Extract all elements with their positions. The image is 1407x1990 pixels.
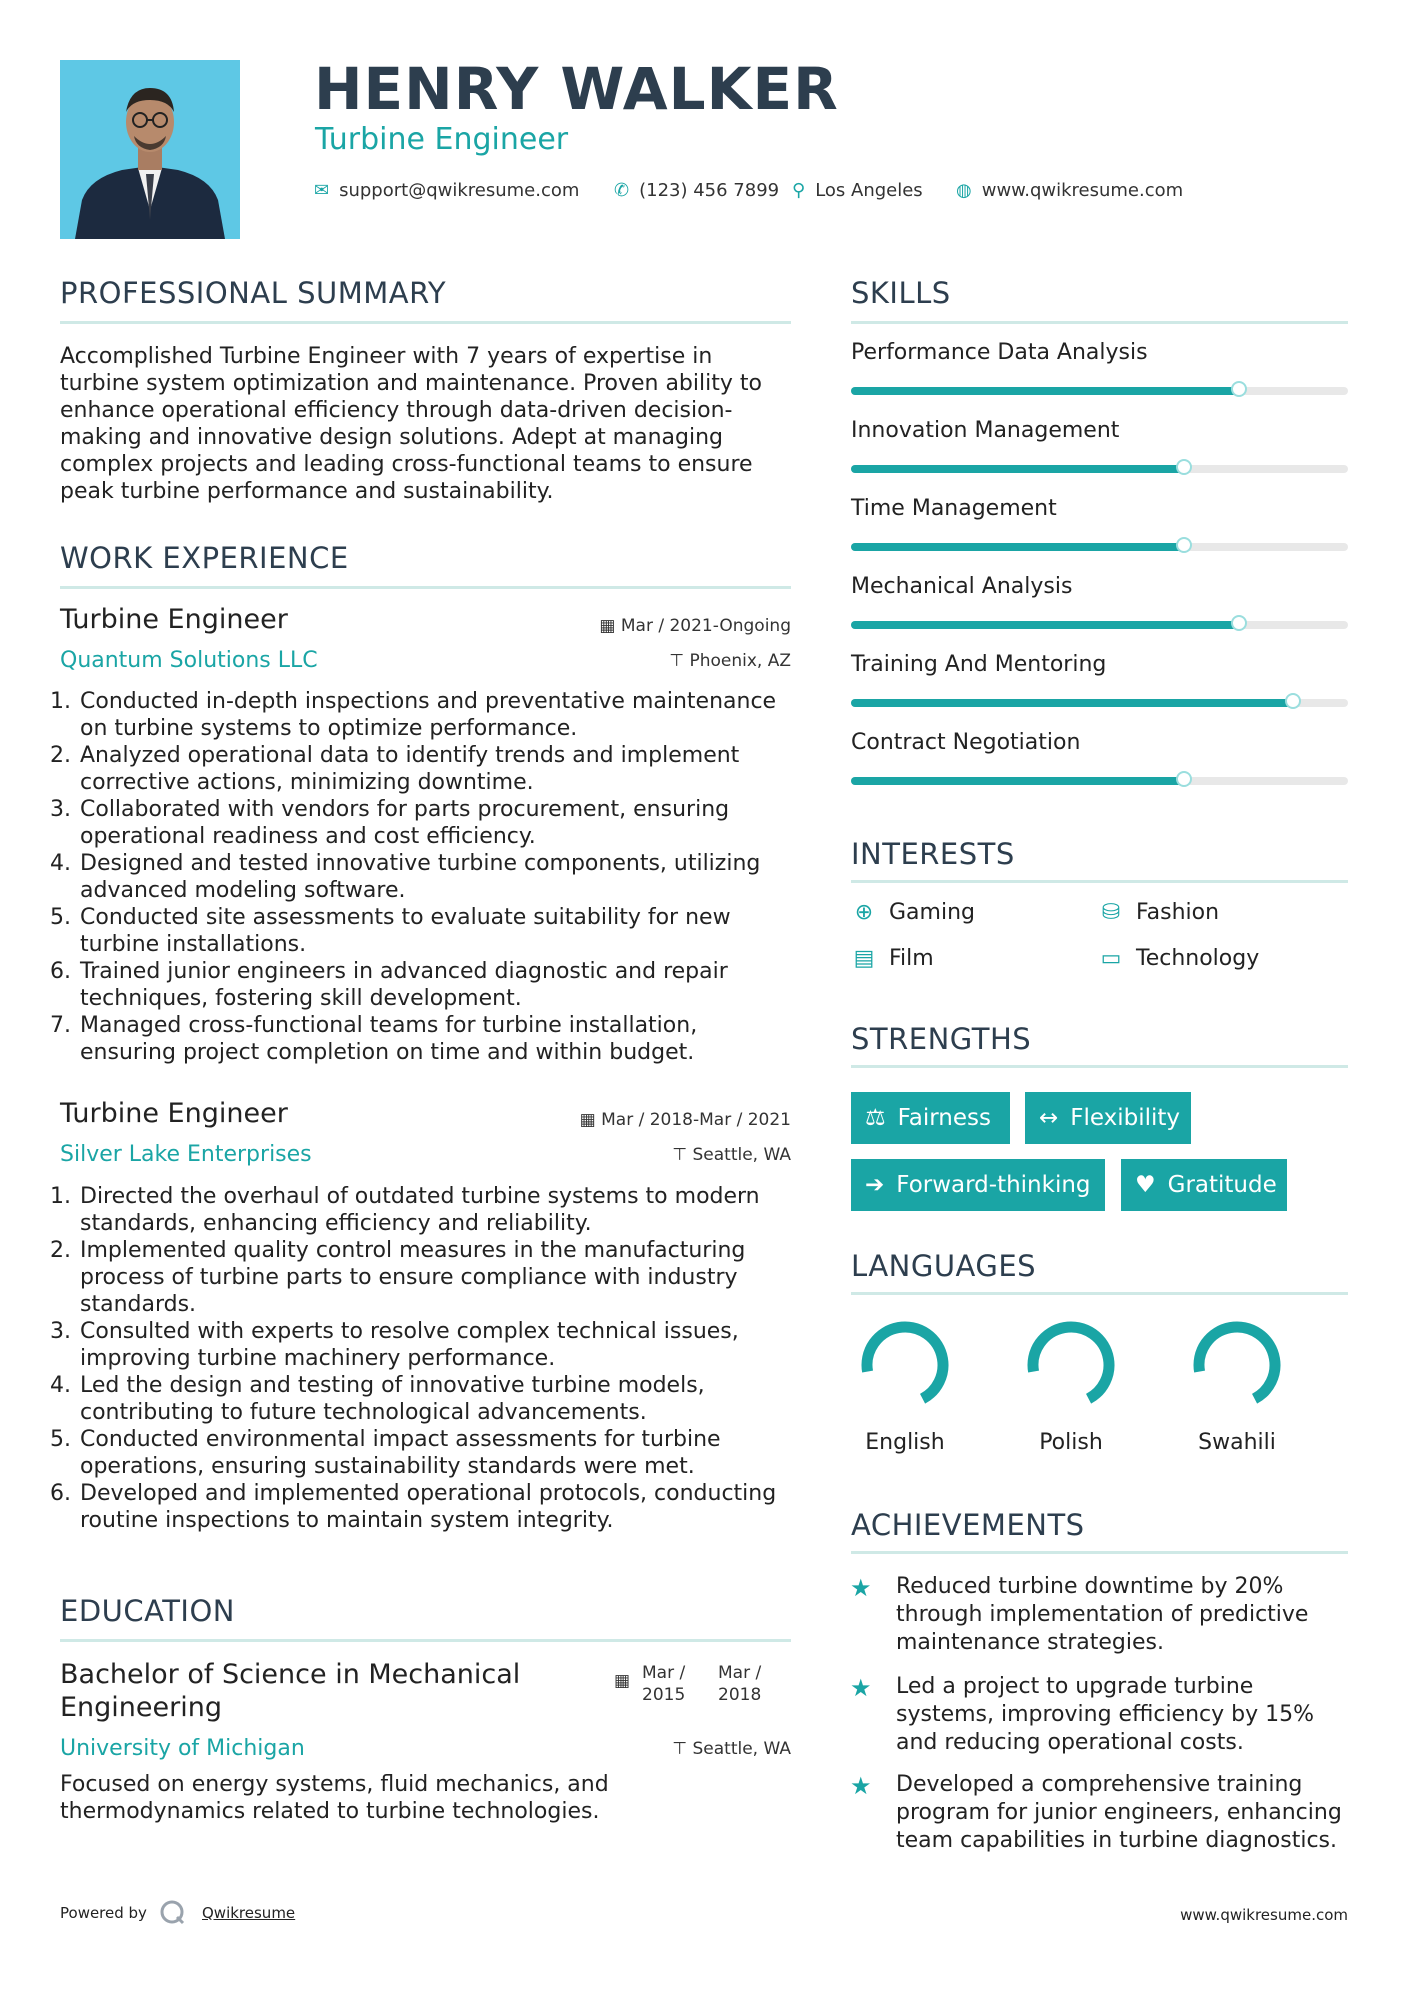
- film-icon: ▤: [853, 946, 875, 971]
- skill-bar: [851, 621, 1348, 629]
- languages-heading: LANGUAGES: [851, 1249, 1037, 1283]
- skill-bar-knob: [1231, 615, 1247, 631]
- calendar-icon: ▦: [614, 1671, 631, 1691]
- list-item: 6. Trained junior engineers in advanced diagnostic and repair techniques, fostering skill development.: [78, 958, 778, 1012]
- education-description: Focused on energy systems, fluid mechanics, and thermodynamics related to turbine technologies.: [60, 1772, 609, 1824]
- job2-dates-text: Mar / 2018-Mar / 2021: [601, 1110, 791, 1130]
- skill-bar-knob: [1176, 537, 1192, 553]
- language-item: [1172, 1318, 1302, 1455]
- powered-by-text: Powered by: [60, 1904, 147, 1922]
- strength-label: Gratitude: [1167, 1172, 1277, 1198]
- skill-bar-knob: [1231, 381, 1247, 397]
- strengths-divider: [851, 1065, 1348, 1068]
- job1-location: [669, 651, 791, 671]
- skill-bar-fill: [851, 699, 1293, 707]
- skill-label: Contract Negotiation: [851, 730, 1081, 755]
- achievements-heading: ACHIEVEMENTS: [851, 1508, 1085, 1542]
- skill-bar-knob: [1176, 771, 1192, 787]
- skill-bar: [851, 543, 1348, 551]
- skill-bar-knob: [1176, 459, 1192, 475]
- arrow-right-icon: ➔: [865, 1172, 885, 1198]
- language-item: [840, 1318, 970, 1455]
- profile-photo: [60, 60, 240, 239]
- map-pin-icon: ⚲: [792, 180, 806, 201]
- list-item: 1. Conducted in-depth inspections and preventative maintenance on turbine systems to optimize performance.: [78, 688, 778, 742]
- contact-website[interactable]: [956, 180, 1183, 201]
- list-item: 3. Consulted with experts to resolve complex technical issues, improving turbine machinery performance.: [78, 1318, 783, 1372]
- strength-badge-forward-thinking: [851, 1159, 1105, 1211]
- contact-phone[interactable]: [614, 180, 779, 201]
- job2-bullets: [58, 1183, 783, 1534]
- heart-icon: ♥: [1135, 1172, 1156, 1198]
- list-item: 1. Directed the overhaul of outdated turbine systems to modern standards, enhancing efficiency and reliability.: [78, 1183, 783, 1237]
- job1-dates-text: Mar / 2021-Ongoing: [620, 616, 791, 636]
- skill-bar-fill: [851, 465, 1184, 473]
- phone-text: (123) 456 7899: [639, 180, 780, 201]
- strength-badge-fairness: [851, 1092, 1010, 1144]
- globe-icon: ◍: [956, 180, 972, 201]
- strength-badge-gratitude: [1121, 1159, 1287, 1211]
- calendar-icon: ▦: [579, 1110, 596, 1130]
- job1-bullets: [58, 688, 778, 1066]
- languages-list: [851, 1318, 1348, 1468]
- list-item: 3. Collaborated with vendors for parts procurement, ensuring operational readiness and cost efficiency.: [78, 796, 778, 850]
- skill-label: Time Management: [851, 496, 1057, 521]
- skill-bar: [851, 465, 1348, 473]
- strength-label: Fairness: [897, 1105, 991, 1131]
- job2-location: [672, 1145, 791, 1165]
- interest-label: Gaming: [889, 900, 975, 925]
- interest-label: Film: [889, 946, 934, 971]
- education-heading: EDUCATION: [60, 1594, 236, 1628]
- education-location: [672, 1739, 791, 1759]
- trophy-star-icon: ★: [850, 1674, 872, 1702]
- laptop-icon: ▭: [1100, 946, 1122, 971]
- location-text: Los Angeles: [815, 180, 923, 201]
- job2-dates: [580, 1110, 791, 1130]
- languages-divider: [851, 1292, 1348, 1295]
- education-end: Mar / 2018: [718, 1663, 762, 1705]
- interest-technology: [1098, 946, 1259, 971]
- job2-location-text: Seattle, WA: [692, 1145, 791, 1165]
- candidate-name: HENRY WALKER: [314, 55, 839, 123]
- achievement-item: Developed a comprehensive training program for junior engineers, enhancing team capabilities in turbine diagnostics.: [896, 1772, 1342, 1853]
- list-item: 2. Analyzed operational data to identify trends and implement corrective actions, minimizing downtime.: [78, 742, 778, 796]
- language-item: [1006, 1318, 1136, 1455]
- language-ring-fill: [861, 1321, 949, 1409]
- arrows-horizontal-icon: ↔: [1039, 1105, 1059, 1131]
- skill-bar-fill: [851, 387, 1239, 395]
- pushpin-icon: ⊤: [672, 1739, 688, 1759]
- education-start: Mar / 2015: [642, 1663, 686, 1705]
- strength-label: Flexibility: [1070, 1105, 1181, 1131]
- achievement-item: Led a project to upgrade turbine systems, improving efficiency by 15% and reducing operational costs.: [896, 1674, 1315, 1755]
- job1-location-text: Phoenix, AZ: [689, 651, 791, 671]
- qwikresume-logo-icon: [158, 1898, 186, 1926]
- trophy-star-icon: ★: [850, 1574, 872, 1602]
- phone-icon: ✆: [614, 180, 630, 201]
- website-text: www.qwikresume.com: [981, 180, 1184, 201]
- list-item: 6. Developed and implemented operational protocols, conducting routine inspections to maintain system integrity.: [78, 1480, 783, 1534]
- summary-text: Accomplished Turbine Engineer with 7 years of expertise in turbine system optimization and maintenance. Proven ability to enhance operational efficiency through data-driven decision-making and innovative design solutions. Adept at managing complex projects and leading cross-functional teams to ensure peak turbine performance and sustainability.: [60, 344, 762, 504]
- gamepad-icon: ⊕: [854, 900, 874, 925]
- interests-divider: [851, 880, 1348, 883]
- education-location-text: Seattle, WA: [692, 1739, 791, 1759]
- qwikresume-link[interactable]: Qwikresume: [202, 1904, 296, 1922]
- language-label: Polish: [1039, 1430, 1103, 1455]
- experience-heading: WORK EXPERIENCE: [60, 541, 349, 575]
- skill-bar: [851, 387, 1348, 395]
- language-ring-fill: [1027, 1321, 1115, 1409]
- envelope-icon: ✉: [314, 180, 330, 201]
- skill-bar-fill: [851, 543, 1184, 551]
- language-ring: [1172, 1318, 1302, 1414]
- strength-badge-flexibility: [1025, 1092, 1191, 1144]
- list-item: 5. Conducted site assessments to evaluate suitability for new turbine installations.: [78, 904, 778, 958]
- skill-label: Innovation Management: [851, 418, 1120, 443]
- interest-gaming: [851, 900, 975, 925]
- job-title: Turbine Engineer: [315, 122, 569, 157]
- summary-heading: PROFESSIONAL SUMMARY: [60, 276, 447, 310]
- skill-label: Mechanical Analysis: [851, 574, 1073, 599]
- list-item: 4. Designed and tested innovative turbine components, utilizing advanced modeling software.: [78, 850, 778, 904]
- strengths-heading: STRENGTHS: [851, 1022, 1032, 1056]
- skill-bar-knob: [1285, 693, 1301, 709]
- language-ring-fill: [1193, 1321, 1281, 1409]
- experience-divider: [60, 586, 791, 589]
- list-item: 5. Conducted environmental impact assessments for turbine operations, ensuring sustainability standards were met.: [78, 1426, 783, 1480]
- footer-website[interactable]: www.qwikresume.com: [1180, 1906, 1348, 1924]
- school-name: University of Michigan: [60, 1736, 305, 1761]
- skill-bar-fill: [851, 777, 1184, 785]
- interest-fashion: [1098, 900, 1219, 925]
- job2-title: Turbine Engineer: [60, 1098, 288, 1129]
- skills-heading: SKILLS: [851, 276, 951, 310]
- language-label: English: [865, 1430, 945, 1455]
- education-divider: [60, 1639, 791, 1642]
- skill-bar-fill: [851, 621, 1239, 629]
- trophy-star-icon: ★: [850, 1772, 872, 1800]
- language-label: Swahili: [1198, 1430, 1276, 1455]
- job1-dates: [599, 616, 791, 636]
- language-ring: [840, 1318, 970, 1414]
- skill-bar: [851, 699, 1348, 707]
- shopping-bag-icon: ⛁: [1101, 900, 1121, 925]
- list-item: 4. Led the design and testing of innovative turbine models, contributing to future technological advancements.: [78, 1372, 783, 1426]
- skill-label: Training And Mentoring: [851, 652, 1107, 677]
- email-text: support@qwikresume.com: [339, 180, 580, 201]
- skill-label: Performance Data Analysis: [851, 340, 1148, 365]
- summary-divider: [60, 321, 791, 324]
- balance-scale-icon: ⚖: [865, 1105, 886, 1131]
- interests-heading: INTERESTS: [851, 837, 1015, 871]
- language-ring: [1006, 1318, 1136, 1414]
- list-item: 2. Implemented quality control measures in the manufacturing process of turbine parts to ensure compliance with industry standards.: [78, 1237, 783, 1318]
- achievement-item: Reduced turbine downtime by 20% through implementation of predictive maintenance strategies.: [896, 1574, 1309, 1655]
- interest-label: Fashion: [1136, 900, 1220, 925]
- job2-company: Silver Lake Enterprises: [60, 1142, 312, 1167]
- pushpin-icon: ⊤: [672, 1145, 688, 1165]
- list-item: 7. Managed cross-functional teams for turbine installation, ensuring project completion on time and within budget.: [78, 1012, 778, 1066]
- skill-bar: [851, 777, 1348, 785]
- skills-divider: [851, 321, 1348, 324]
- job1-title: Turbine Engineer: [60, 604, 288, 635]
- calendar-icon: ▦: [599, 616, 616, 636]
- skills-list: [851, 340, 1348, 800]
- pushpin-icon: ⊤: [669, 651, 685, 671]
- job1-company: Quantum Solutions LLC: [60, 648, 318, 673]
- degree-title: Bachelor of Science in Mechanical Engineering: [60, 1659, 521, 1723]
- interest-label: Technology: [1136, 946, 1260, 971]
- contact-email[interactable]: [314, 180, 579, 201]
- achievements-divider: [851, 1551, 1348, 1554]
- contact-location: [792, 180, 923, 201]
- strength-label: Forward-thinking: [896, 1172, 1091, 1198]
- interest-film: [851, 946, 934, 971]
